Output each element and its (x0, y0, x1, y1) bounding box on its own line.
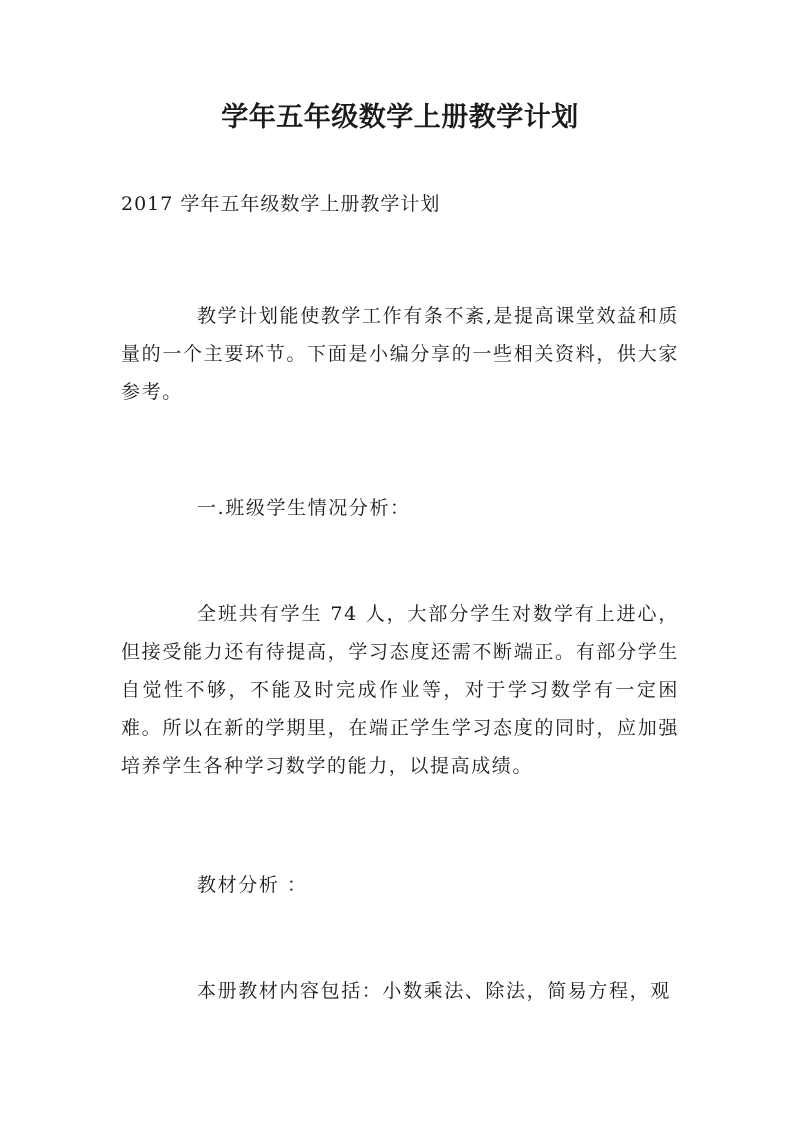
document-subtitle: 2017 学年五年级数学上册教学计划 (121, 193, 441, 215)
document-title: 学年五年级数学上册教学计划 (221, 102, 579, 133)
section-heading-material-analysis: 教材分析 ： (197, 874, 308, 896)
class-analysis-paragraph: 全班共有学生 74 人，大部分学生对数学有上进心，但接受能力还有待提高，学习态度还需不断端正。有部分学生自觉性不够，不能及时完成作业等，对于学习数学有一定困难。所以在新的学期里，在端正学生学习态度的同时，应加强培养学生各种学习数学的能力，以提高成绩。 (121, 603, 679, 777)
material-analysis-paragraph: 本册教材内容包括：小数乘法、除法，简易方程，观 (197, 980, 671, 1002)
section-heading-class-analysis: 一.班级学生情况分析： (197, 497, 411, 519)
intro-paragraph: 教学计划能使教学工作有条不紊,是提高课堂效益和质量的一个主要环节。下面是小编分享的一些相关资料，供大家参考。 (121, 305, 679, 403)
